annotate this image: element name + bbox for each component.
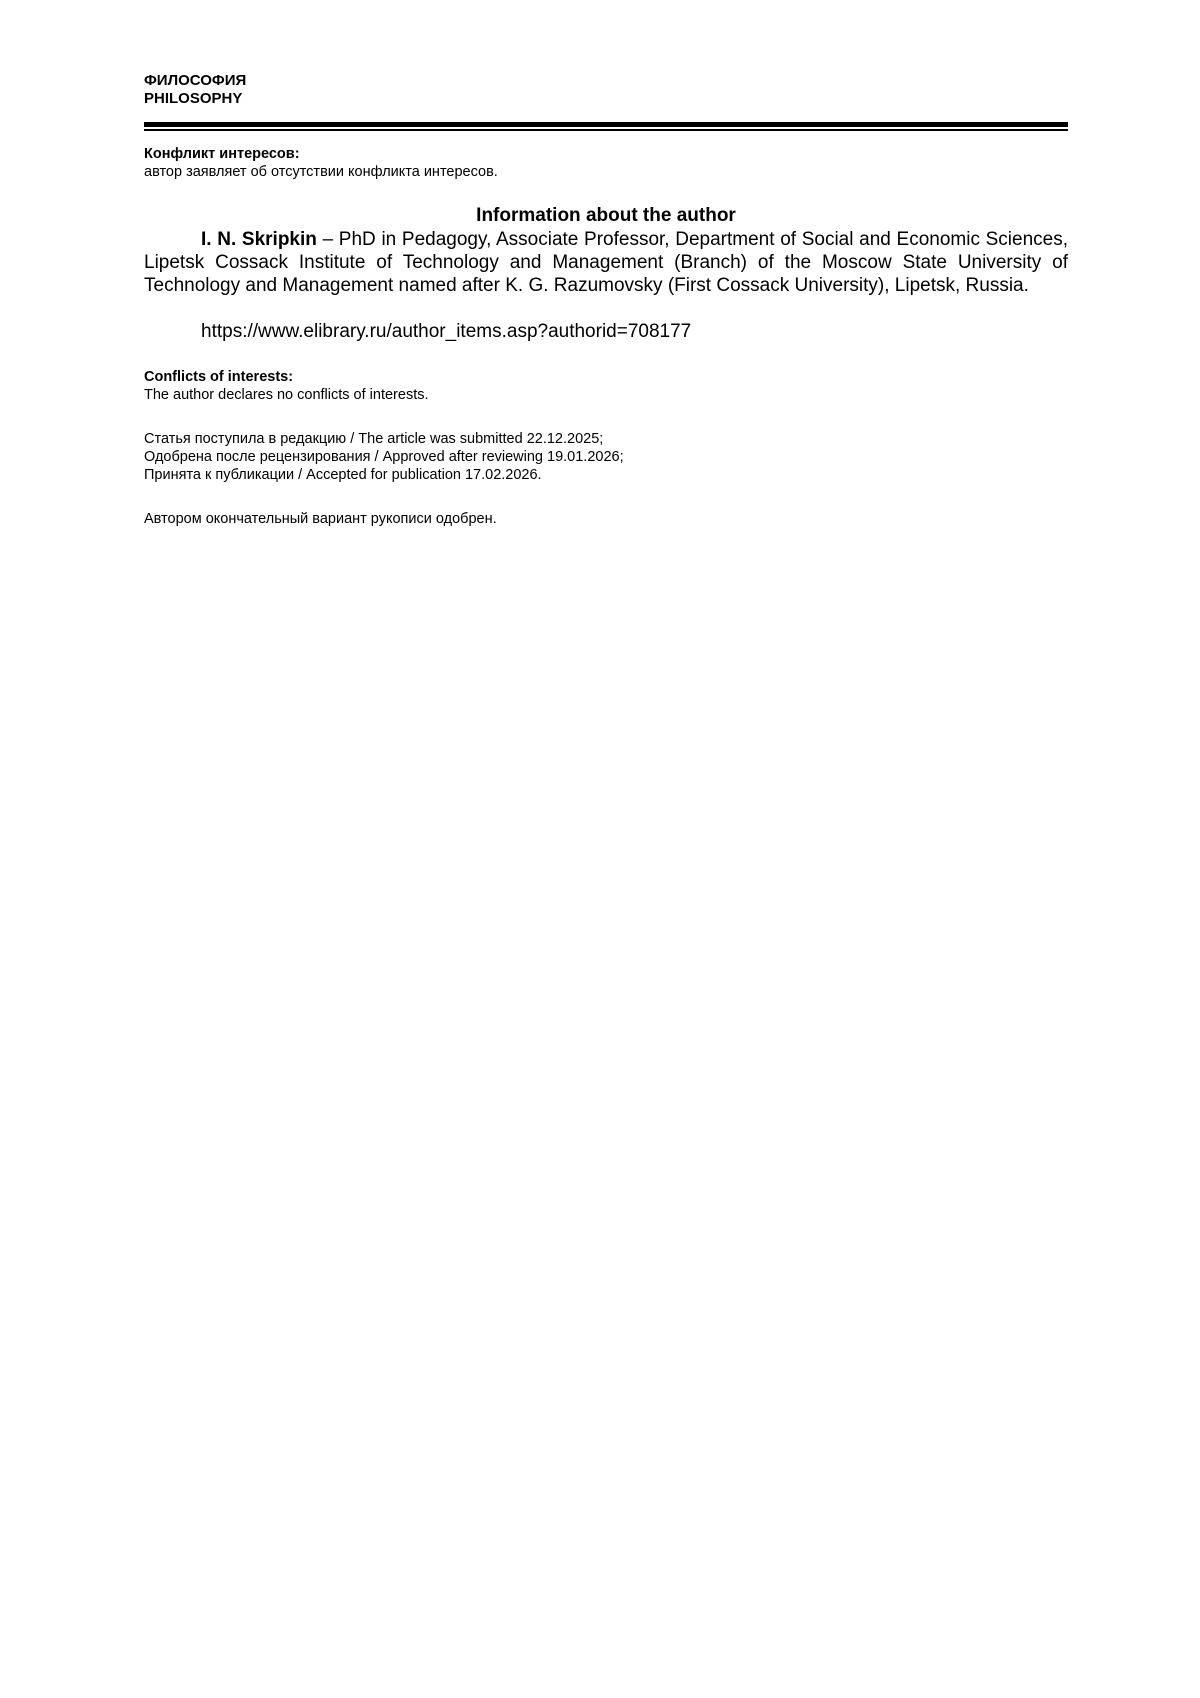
conflict-ru-title: Конфликт интересов: [144, 146, 300, 162]
section-title-en: PHILOSOPHY [144, 90, 243, 107]
journal-section-header [144, 72, 246, 108]
date-submitted: Статья поступила в редакцию / The article was submitted 22.12.2025; [144, 431, 604, 447]
final-approval-note: Автором окончательный вариант рукописи одобрен. [144, 511, 497, 527]
date-accepted: Принята к публикации / Accepted for publication 17.02.2026. [144, 467, 542, 483]
conflict-en-text: The author declares no conflicts of interests. [144, 387, 429, 403]
author-profile-link[interactable]: https://www.elibrary.ru/author_items.asp?authorid=708177 [201, 321, 692, 342]
author-info-heading: Information about the author [476, 205, 736, 226]
conflict-en-title: Conflicts of interests: [144, 369, 294, 385]
section-title-ru: ФИЛОСОФИЯ [144, 72, 247, 89]
article-dates [144, 430, 1068, 484]
author-description: – PhD in Pedagogy, Associate Professor, Department of Social and Economic Sciences, Lipetsk Cossack Institute of Technology and Management (Branch) of the Moscow State University of Technology and Management named after K. G. Razumovsky (First Cossack University), Lipetsk, Russia. [144, 229, 1068, 296]
header-rule-thick [144, 122, 1068, 127]
conflict-ru-text: автор заявляет об отсутствии конфликта интересов. [144, 164, 498, 180]
date-approved: Одобрена после рецензирования / Approved after reviewing 19.01.2026; [144, 449, 624, 465]
header-rule-thin [144, 129, 1068, 131]
conflict-of-interest-en [144, 368, 1068, 404]
author-name: I. N. Skripkin [201, 229, 317, 250]
conflict-of-interest-ru [144, 145, 1068, 181]
author-info-paragraph [144, 228, 1068, 297]
